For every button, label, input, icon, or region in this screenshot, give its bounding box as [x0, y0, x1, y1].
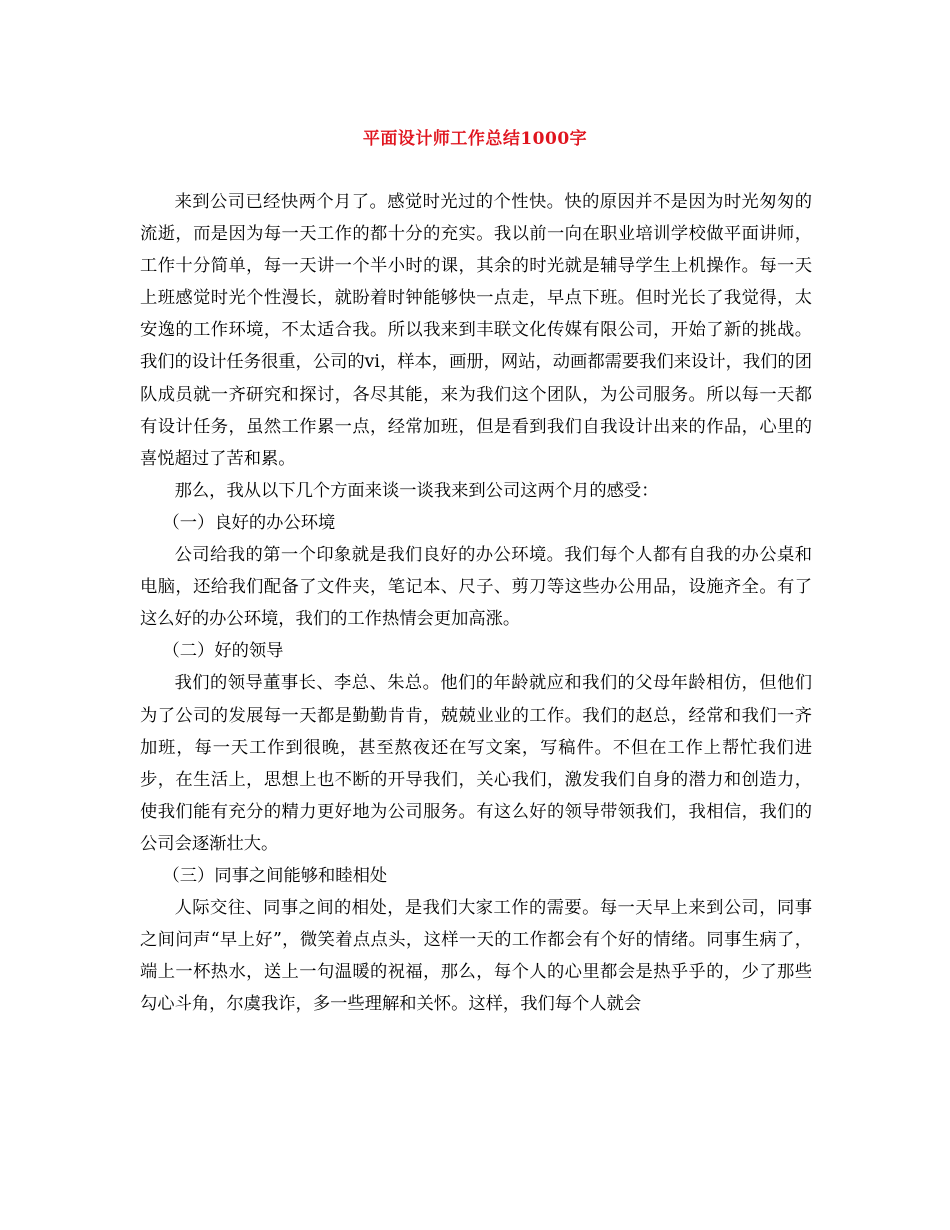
paragraph: 公司给我的第一个印象就是我们良好的办公环境。我们每个人都有自我的办公桌和电脑，还给我们配备了文件夹，笔记本、尺子、剪刀等这些办公用品，设施齐全。有了这么好的办公环境，我们的工作热情会更加高涨。 [140, 545, 812, 630]
document-body [140, 186, 812, 1020]
section-heading: （一）良好的办公环境 [162, 512, 336, 533]
section-heading: （二）好的领导 [162, 641, 284, 662]
paragraph: 来到公司已经快两个月了。感觉时光过的个性快。快的原因并不是因为时光匆匆的流逝，而是因为每一天工作的都十分的充实。我以前一向在职业培训学校做平面讲师，工作十分简单，每一天讲一个半小时的课，其余的时光就是辅导学生上机操作。每一天上班感觉时光个性漫长，就盼着时钟能够快一点走，早点下班。但时光长了我觉得，太安逸的工作环境，不太适合我。所以我来到丰联文化传媒有限公司，开始了新的挑战。我们的设计任务很重，公司的vi，样本，画册，网站，动画都需要我们来设计，我们的团队成员就一齐研究和探讨，各尽其能，来为我们这个团队，为公司服务。所以每一天都有设计任务，虽然工作累一点，经常加班，但是看到我们自我设计出来的作品，心里的喜悦超过了苦和累。 [140, 192, 812, 469]
paragraph: 那么，我从以下几个方面来谈一谈我来到公司这两个月的感受： [174, 480, 659, 501]
section-heading: （三）同事之间能够和睦相处 [162, 865, 388, 886]
paragraph: 人际交往、同事之间的相处，是我们大家工作的需要。每一天早上来到公司，同事之间问声“早上好”，微笑着点点头，这样一天的工作都会有个好的情绪。同事生病了，端上一杯热水，送上一句温暖的祝福，那么，每个人的心里都会是热乎乎的，少了那些勾心斗角，尔虞我诈，多一些理解和关怀。这样，我们每个人就会 [140, 898, 812, 1015]
document-title: 平面设计师工作总结1000字 [362, 129, 588, 149]
paragraph: 我们的领导董事长、李总、朱总。他们的年龄就应和我们的父母年龄相仿，但他们为了公司的发展每一天都是勤勤肯肯，兢兢业业的工作。我们的赵总，经常和我们一齐加班，每一天工作到很晚，甚至熬夜还在写文案，写稿件。不但在工作上帮忙我们进步，在生活上，思想上也不断的开导我们，关心我们，激发我们自身的潜力和创造力，使我们能有充分的精力更好地为公司服务。有这么好的领导带领我们，我相信，我们的公司会逐渐壮大。 [140, 673, 812, 854]
